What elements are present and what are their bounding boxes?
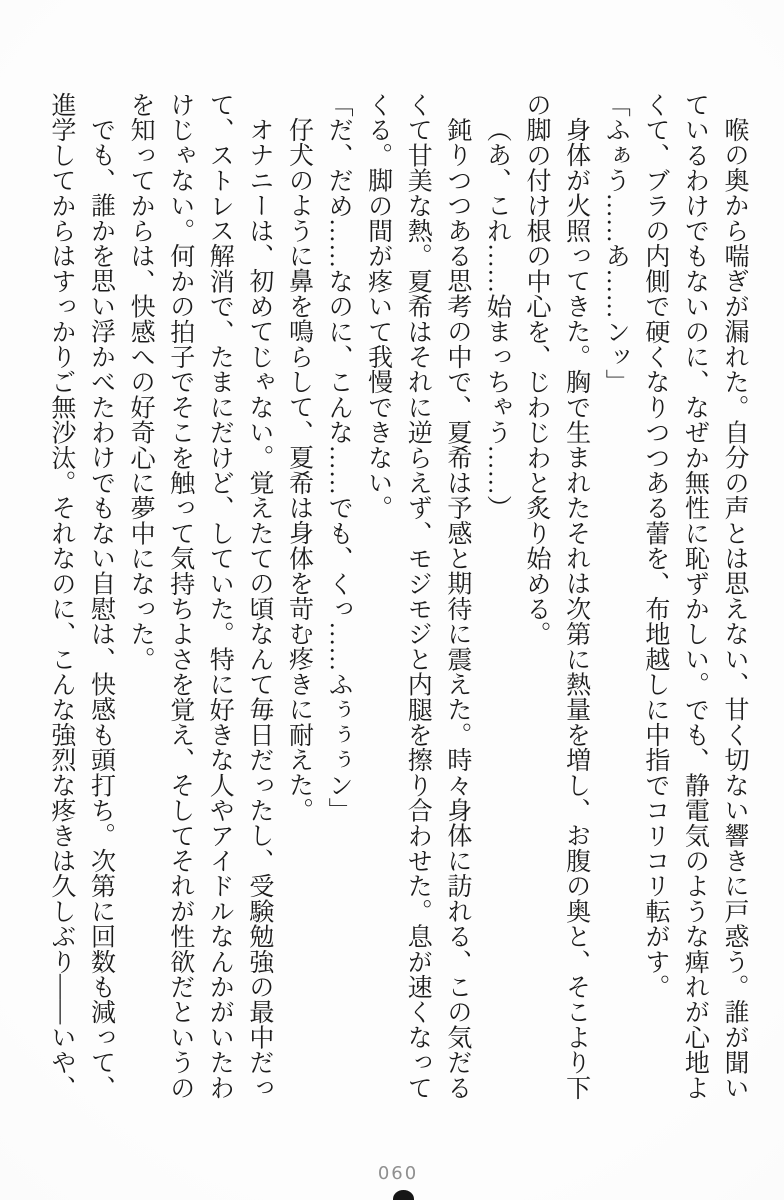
cutoff-ink-mark [393, 1190, 414, 1200]
paragraph-narration-5: オナニーは、初めてじゃない。覚えたての頃なんて毎日だったし、受験勉強の最中だって、ストレス解消で、たまにだけど、していた。特に好きな人やアイドルなんかがいたわけじゃない。何かの拍子でそこを触って気持ちよさを覚え、そしてそれが性欲だというのを知ってからは、快感への好奇心に夢中になった。 [127, 92, 273, 1100]
inner-thought-line: （あ、これ……始まっちゃう……） [483, 117, 511, 521]
paragraph-narration-4: 仔犬のように鼻を鳴らして、夏希は身体を苛む疼きに耐えた。 [285, 117, 313, 823]
paragraph-narration-2: 身体が火照ってきた。胸で生まれたそれは次第に熱量を増し、お腹の奥と、そこより下の脚の付け根の中心を、じわじわと炙り始める。 [523, 92, 590, 1100]
paragraph-narration-6: でも、誰かを思い浮かべたわけでもない自慰は、快感も頭打ち。次第に回数も減って、進学してからはすっかりご無沙汰。それなのに、こんな強烈な疼きは久しぶり――いや、 [47, 92, 115, 1100]
dialogue-line-2: 「だ、だめ……なのに、こんな……でも、くっ……ふぅぅぅン」 [325, 92, 353, 823]
vertical-text-block [36, 92, 754, 1100]
paragraph-narration-3: 鈍りつつある思考の中で、夏希は予感と期待に震えた。時々身体に訪れる、この気だるくて甘美な熱。夏希はそれに逆らえず、モジモジと内腿を擦り合わせた。息が速くなってくる。脚の間が疼いて我慢できない。 [364, 92, 471, 1100]
dialogue-line-1: 「ふぁう……あ……ンッ」 [602, 92, 630, 395]
paragraph-narration-1: 喉の奥から喘ぎが漏れた。自分の声とは思えない、甘く切ない響きに戸惑う。誰が聞いているわけでもないのに、なぜか無性に恥ずかしい。でも、静電気のような痺れが心地よくて、ブラの内側で硬くなりつつある蕾を、布地越しに中指でコリコリ転がす。 [641, 92, 748, 1100]
page-number: 060 [377, 1163, 419, 1184]
